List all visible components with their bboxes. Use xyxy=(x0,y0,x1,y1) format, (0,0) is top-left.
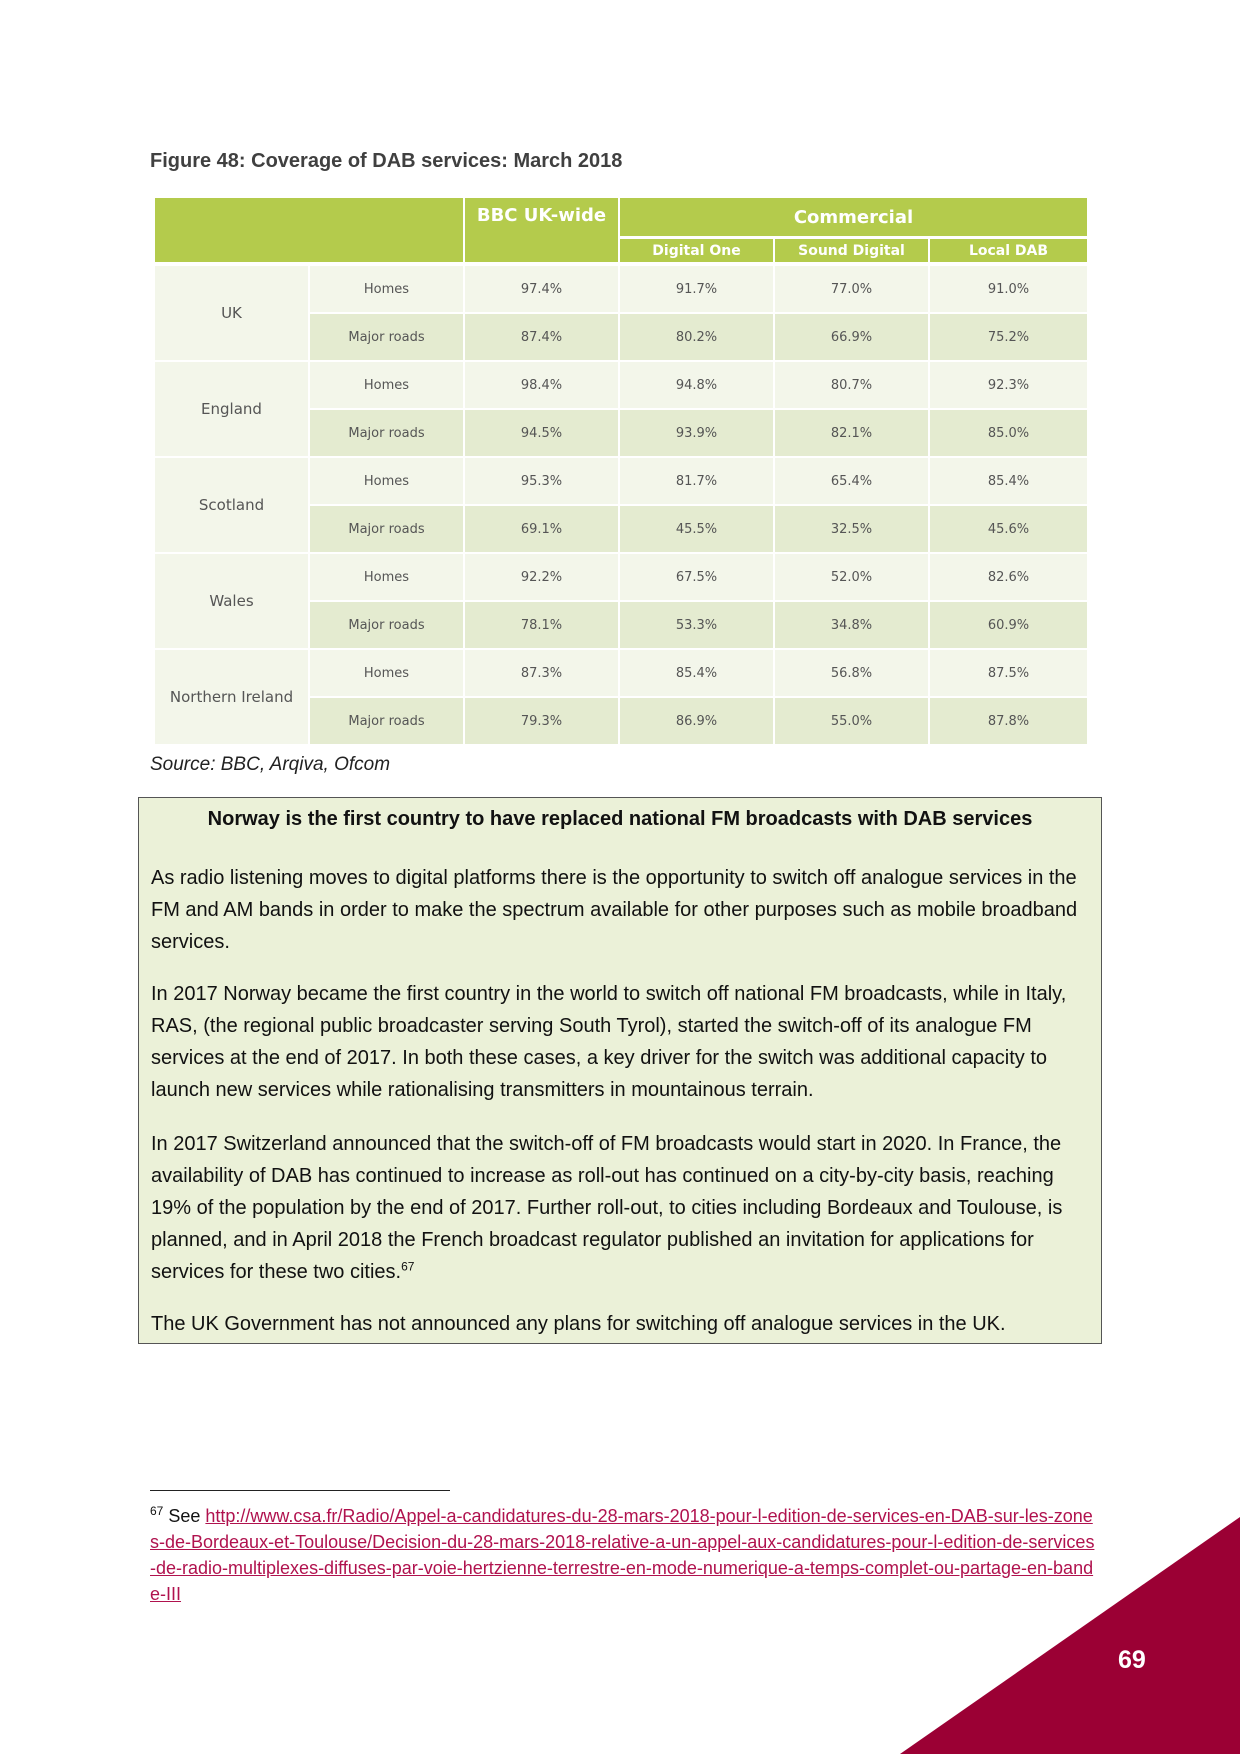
value-cell: 80.2% xyxy=(620,312,775,360)
dab-coverage-table xyxy=(155,198,1087,744)
value-cell: 60.9% xyxy=(930,600,1087,648)
box-paragraph xyxy=(151,1128,1091,1288)
value-cell: 87.4% xyxy=(465,312,620,360)
header-bbc-uk-wide: BBC UK-wide xyxy=(465,198,620,262)
box-paragraph: In 2017 Norway became the first country in the world to switch off national FM broadcasts, while in Italy, RAS, (the regional public broadcaster serving South Tyrol), started the switch-off of its analogue FM services at the end of 2017. In both these cases, a key driver for the switch was additional capacity to launch new services while rationalising transmitters in mountainous terrain. xyxy=(151,983,1067,1101)
region-label: England xyxy=(155,360,310,456)
table-row xyxy=(155,262,1087,312)
metric-label: Homes xyxy=(310,648,465,696)
value-cell: 69.1% xyxy=(465,504,620,552)
value-cell: 91.7% xyxy=(620,262,775,312)
value-cell: 78.1% xyxy=(465,600,620,648)
value-cell: 91.0% xyxy=(930,262,1087,312)
footnote-divider xyxy=(150,1490,450,1491)
page-corner-decoration xyxy=(900,1517,1240,1754)
figure-title: Figure 48: Coverage of DAB services: March 2018 xyxy=(150,150,623,172)
value-cell: 87.8% xyxy=(930,696,1087,744)
value-cell: 45.6% xyxy=(930,504,1087,552)
value-cell: 56.8% xyxy=(775,648,930,696)
box-paragraph: The UK Government has not announced any plans for switching off analogue services in the UK. xyxy=(151,1313,1006,1335)
value-cell: 45.5% xyxy=(620,504,775,552)
value-cell: 95.3% xyxy=(465,456,620,504)
value-cell: 93.9% xyxy=(620,408,775,456)
region-label: Wales xyxy=(155,552,310,648)
footnote-link[interactable]: http://www.csa.fr/Radio/Appel-a-candidatures-du-28-mars-2018-pour-l-edition-de-services-en-DAB-sur-les-zones-de-Bordeaux-et-Toulouse/Decision-du-28-mars-2018-relative-a-un-appel-aux-candidatures-pour-l-edition-de-services-de-radio-multiplexes-diffuses-par-voie-hertzienne-terrestre-en-mode-numerique-a-temps-complet-ou-partage-en-bande-III xyxy=(150,1506,1095,1604)
value-cell: 94.8% xyxy=(620,360,775,408)
norway-info-box xyxy=(138,797,1102,1344)
table-row xyxy=(155,360,1087,408)
footnote-prefix: See xyxy=(163,1506,206,1526)
metric-label: Major roads xyxy=(310,408,465,456)
value-cell: 66.9% xyxy=(775,312,930,360)
value-cell: 85.4% xyxy=(620,648,775,696)
table-row xyxy=(155,456,1087,504)
metric-label: Major roads xyxy=(310,312,465,360)
value-cell: 77.0% xyxy=(775,262,930,312)
value-cell: 55.0% xyxy=(775,696,930,744)
page-number: 69 xyxy=(1118,1646,1146,1674)
value-cell: 87.3% xyxy=(465,648,620,696)
metric-label: Major roads xyxy=(310,600,465,648)
value-cell: 98.4% xyxy=(465,360,620,408)
box-paragraph-text: In 2017 Switzerland announced that the switch-off of FM broadcasts would start in 2020. In France, the availability of DAB has continued to increase as roll-out has continued on a city-by-city basis, reaching 19% of the population by the end of 2017. Further roll-out, to cities including Bordeaux and Toulouse, is planned, and in April 2018 the French broadcast regulator published an invitation for applications for services for these two cities. xyxy=(151,1133,1063,1283)
metric-label: Homes xyxy=(310,262,465,312)
metric-label: Homes xyxy=(310,360,465,408)
value-cell: 52.0% xyxy=(775,552,930,600)
value-cell: 82.6% xyxy=(930,552,1087,600)
region-label: UK xyxy=(155,262,310,360)
value-cell: 53.3% xyxy=(620,600,775,648)
value-cell: 97.4% xyxy=(465,262,620,312)
value-cell: 34.8% xyxy=(775,600,930,648)
header-local-dab: Local DAB xyxy=(930,236,1087,262)
value-cell: 82.1% xyxy=(775,408,930,456)
value-cell: 92.2% xyxy=(465,552,620,600)
value-cell: 85.0% xyxy=(930,408,1087,456)
figure-source: Source: BBC, Arqiva, Ofcom xyxy=(150,754,391,775)
metric-label: Homes xyxy=(310,552,465,600)
box-title: Norway is the first country to have replaced national FM broadcasts with DAB services xyxy=(207,808,1033,830)
metric-label: Major roads xyxy=(310,696,465,744)
value-cell: 81.7% xyxy=(620,456,775,504)
region-label: Northern Ireland xyxy=(155,648,310,744)
header-digital-one: Digital One xyxy=(620,236,775,262)
table-row xyxy=(155,552,1087,600)
region-label: Scotland xyxy=(155,456,310,552)
box-paragraph: As radio listening moves to digital platforms there is the opportunity to switch off analogue services in the FM and AM bands in order to make the spectrum available for other purposes such as mobile broadband services. xyxy=(151,867,1078,953)
value-cell: 87.5% xyxy=(930,648,1087,696)
footnote-number: 67 xyxy=(150,1504,164,1518)
metric-label: Major roads xyxy=(310,504,465,552)
metric-label: Homes xyxy=(310,456,465,504)
header-sound-digital: Sound Digital xyxy=(775,236,930,262)
value-cell: 92.3% xyxy=(930,360,1087,408)
value-cell: 94.5% xyxy=(465,408,620,456)
value-cell: 79.3% xyxy=(465,696,620,744)
value-cell: 65.4% xyxy=(775,456,930,504)
table-row xyxy=(155,648,1087,696)
value-cell: 67.5% xyxy=(620,552,775,600)
value-cell: 80.7% xyxy=(775,360,930,408)
value-cell: 75.2% xyxy=(930,312,1087,360)
footnote-reference[interactable]: 67 xyxy=(401,1259,415,1274)
value-cell: 85.4% xyxy=(930,456,1087,504)
header-commercial: Commercial xyxy=(620,198,1087,236)
value-cell: 32.5% xyxy=(775,504,930,552)
table-corner-header xyxy=(155,198,465,262)
value-cell: 86.9% xyxy=(620,696,775,744)
